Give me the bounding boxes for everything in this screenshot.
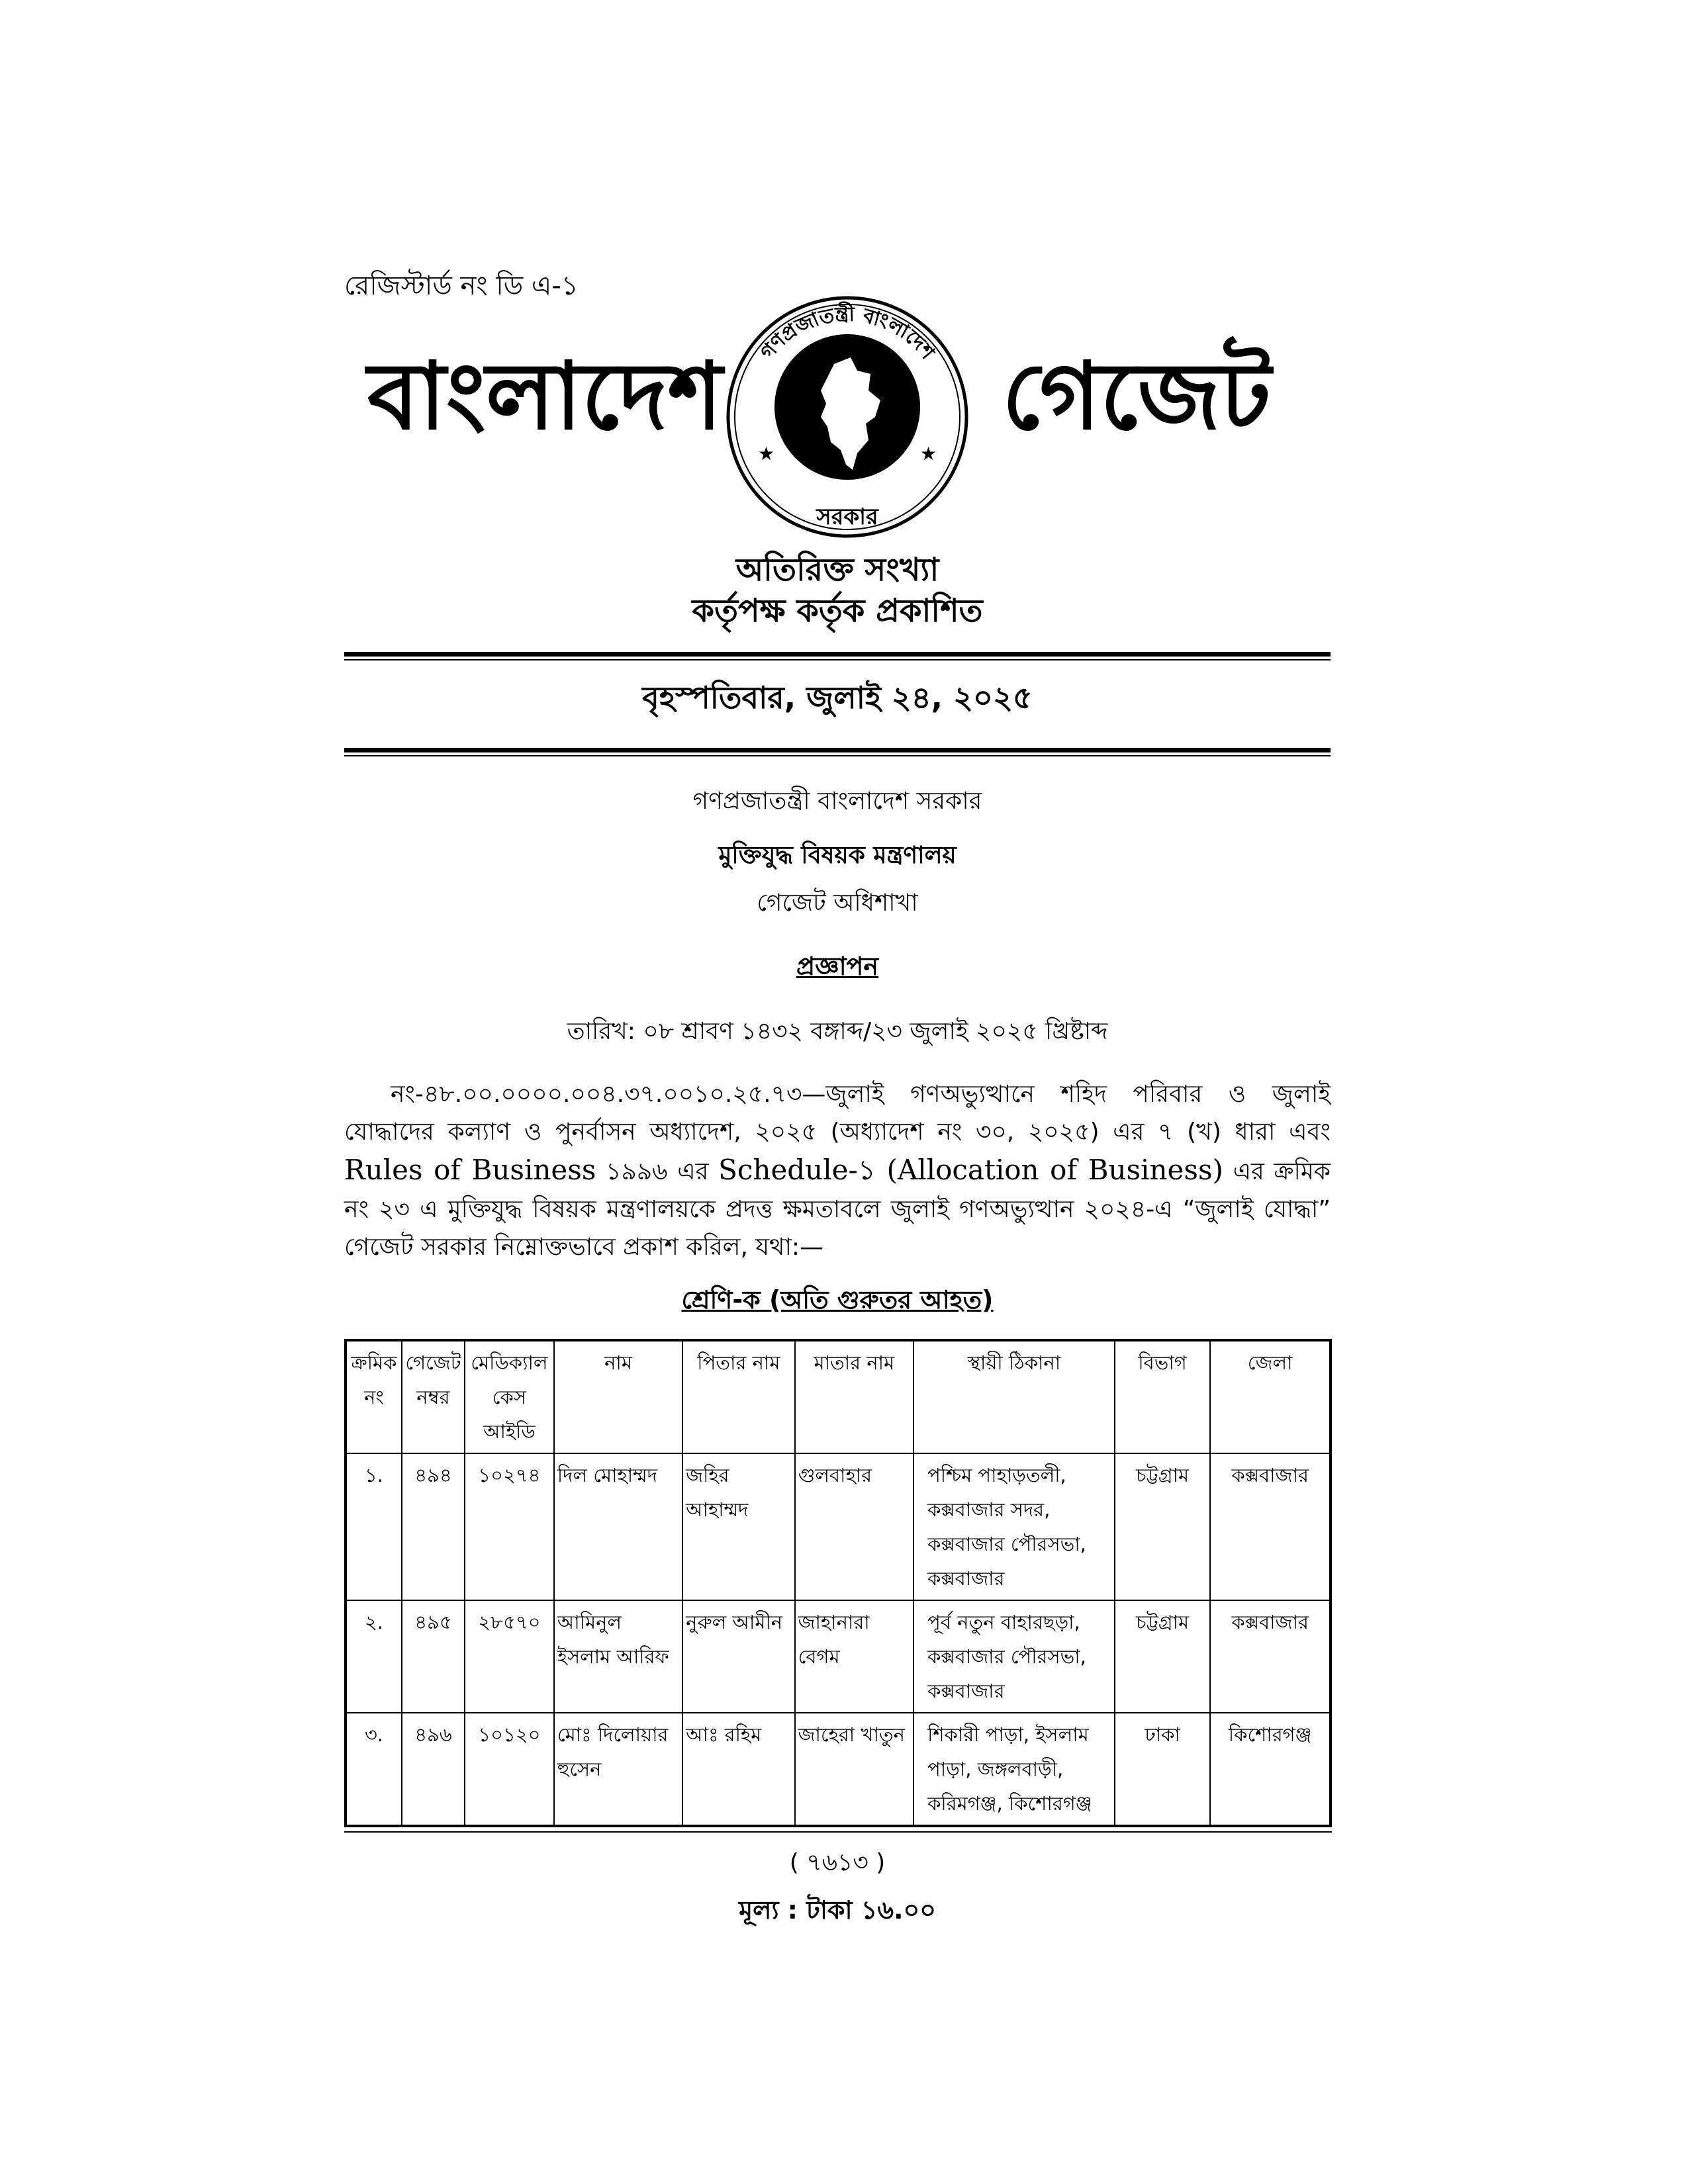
registered-number: রেজিস্টার্ড নং ডি এ-১ bbox=[344, 271, 579, 301]
extra-issue: অতিরিক্ত সংখ্যা bbox=[735, 551, 939, 588]
body-part-2: ১৯৯৬ এর bbox=[606, 1158, 709, 1185]
cell-district: কক্সবাজার bbox=[1210, 1600, 1331, 1713]
table-row bbox=[346, 1713, 1331, 1826]
body-part-1: নং-৪৮.০০.০০০০.০০৪.৩৭.০০১০.২৫.৭৩—জুলাই গণঅভ্যুত্থানে শহিদ পরিবার ও জুলাই যোদ্ধাদের কল্যাণ ও পুনর্বাসন অধ্যাদেশ, ২০২৫ (অধ্যাদেশ নং ৩০, ২০২৫) এর ৭ (খ) ধারা এবং bbox=[344, 1080, 1331, 1146]
cell-serial: ২. bbox=[346, 1600, 402, 1713]
cell-father-name: আঃ রহিম bbox=[682, 1713, 794, 1826]
cell-gazette-no: ৪৯৪ bbox=[402, 1453, 465, 1600]
gazette-date: বৃহস্পতিবার, জুলাই ২৪, ২০২৫ bbox=[642, 679, 1033, 715]
government-seal-icon bbox=[722, 291, 973, 543]
cell-district: কক্সবাজার bbox=[1210, 1453, 1331, 1600]
masthead bbox=[344, 251, 1331, 549]
cell-medical-case-id: ১০২৭৪ bbox=[465, 1453, 554, 1600]
header-father-name: পিতার নাম bbox=[682, 1340, 794, 1453]
header-gazette-no: গেজেট নম্বর bbox=[402, 1340, 465, 1453]
cell-mother-name: জাহেরা খাতুন bbox=[795, 1713, 914, 1826]
header-serial: ক্রমিক নং bbox=[346, 1340, 402, 1453]
header-division: বিভাগ bbox=[1115, 1340, 1211, 1453]
cell-father-name: জহির আহাম্মদ bbox=[682, 1453, 794, 1600]
svg-text:★: ★ bbox=[920, 443, 937, 465]
body-latin-1: Rules of Business bbox=[344, 1153, 596, 1186]
svg-text:★: ★ bbox=[758, 443, 775, 465]
category-heading: শ্রেণি-ক (অতি গুরুতর আহত) bbox=[681, 1285, 994, 1314]
table-header-row bbox=[346, 1340, 1331, 1453]
seal-top-text: গণপ্রজাতন্ত্রী বাংলাদেশ bbox=[755, 302, 939, 364]
body-part-3: এর ক্রমিক নং ২৩ এ মুক্তিযুদ্ধ বিষয়ক মন্ত্রণালয়কে প্রদত্ত ক্ষমতাবলে জুলাই গণঅভ্যুত্থান ২০২৪-এ “জুলাই যোদ্ধা” গেজেট সরকার নিম্নোক্তভাবে প্রকাশ করিল, যথা:— bbox=[344, 1158, 1331, 1261]
cell-gazette-no: ৪৯৬ bbox=[402, 1713, 465, 1826]
page-number: ( ৭৬১৩ ) bbox=[789, 1848, 886, 1876]
cell-mother-name: গুলবাহার bbox=[795, 1453, 914, 1600]
price: মূল্য : টাকা ১৬.০০ bbox=[739, 1895, 936, 1925]
notice-date: তারিখ: ০৮ শ্রাবণ ১৪৩২ বঙ্গাব্দ/২৩ জুলাই ২০২৫ খ্রিষ্টাব্দ bbox=[567, 1017, 1108, 1045]
government-name: গণপ্রজাতন্ত্রী বাংলাদেশ সরকার bbox=[692, 787, 982, 815]
cell-address: পশ্চিম পাহাড়তলী, কক্সবাজার সদর, কক্সবাজার পৌরসভা, কক্সবাজার bbox=[914, 1453, 1115, 1600]
bottom-rule-thin bbox=[344, 755, 1331, 756]
title-gazette: গেজেট bbox=[1002, 343, 1271, 451]
gazette-table bbox=[344, 1339, 1332, 1827]
title-bangladesh: বাংলাদেশ bbox=[367, 343, 723, 451]
cell-name: দিল মোহাম্মদ bbox=[554, 1453, 682, 1600]
cell-medical-case-id: ১০১২০ bbox=[465, 1713, 554, 1826]
header-medical-case-id: মেডিক্যাল কেস আইডি bbox=[465, 1340, 554, 1453]
cell-serial: ৩. bbox=[346, 1713, 402, 1826]
cell-division: চট্টগ্রাম bbox=[1115, 1453, 1211, 1600]
cell-serial: ১. bbox=[346, 1453, 402, 1600]
cell-division: চট্টগ্রাম bbox=[1115, 1600, 1211, 1713]
cell-gazette-no: ৪৯৫ bbox=[402, 1600, 465, 1713]
notice-body bbox=[344, 1075, 1331, 1266]
header-address: স্থায়ী ঠিকানা bbox=[914, 1340, 1115, 1453]
table-bottom-rule bbox=[344, 1831, 1332, 1833]
header-district: জেলা bbox=[1210, 1340, 1331, 1453]
cell-mother-name: জাহানারা বেগম bbox=[795, 1600, 914, 1713]
header-mother-name: মাতার নাম bbox=[795, 1340, 914, 1453]
ministry-name: মুক্তিযুদ্ধ বিষয়ক মন্ত্রণালয় bbox=[718, 841, 957, 869]
table-row bbox=[346, 1453, 1331, 1600]
body-latin-2: Schedule-১ (Allocation of Business) bbox=[718, 1153, 1223, 1186]
header-name: নাম bbox=[554, 1340, 682, 1453]
cell-name: মোঃ দিলোয়ার হুসেন bbox=[554, 1713, 682, 1826]
seal-bottom-text: সরকার bbox=[816, 504, 878, 530]
top-rule bbox=[344, 652, 1331, 657]
published-by: কর্তৃপক্ষ কর্তৃক প্রকাশিত bbox=[692, 592, 983, 630]
cell-name: আমিনুল ইসলাম আরিফ bbox=[554, 1600, 682, 1713]
cell-address: পূর্ব নতুন বাহারছড়া, কক্সবাজার পৌরসভা, কক্সবাজার bbox=[914, 1600, 1115, 1713]
table-row bbox=[346, 1600, 1331, 1713]
cell-medical-case-id: ২৮৫৭০ bbox=[465, 1600, 554, 1713]
gazette-page bbox=[344, 251, 1331, 1933]
section-name: গেজেট অধিশাখা bbox=[757, 889, 918, 917]
cell-father-name: নুরুল আমীন bbox=[682, 1600, 794, 1713]
bottom-rule bbox=[344, 748, 1331, 752]
cell-district: কিশোরগঞ্জ bbox=[1210, 1713, 1331, 1826]
cell-division: ঢাকা bbox=[1115, 1713, 1211, 1826]
notice-heading: প্রজ্ঞাপন bbox=[796, 951, 879, 981]
cell-address: শিকারী পাড়া, ইসলাম পাড়া, জঙ্গলবাড়ী, করিমগঞ্জ, কিশোরগঞ্জ bbox=[914, 1713, 1115, 1826]
